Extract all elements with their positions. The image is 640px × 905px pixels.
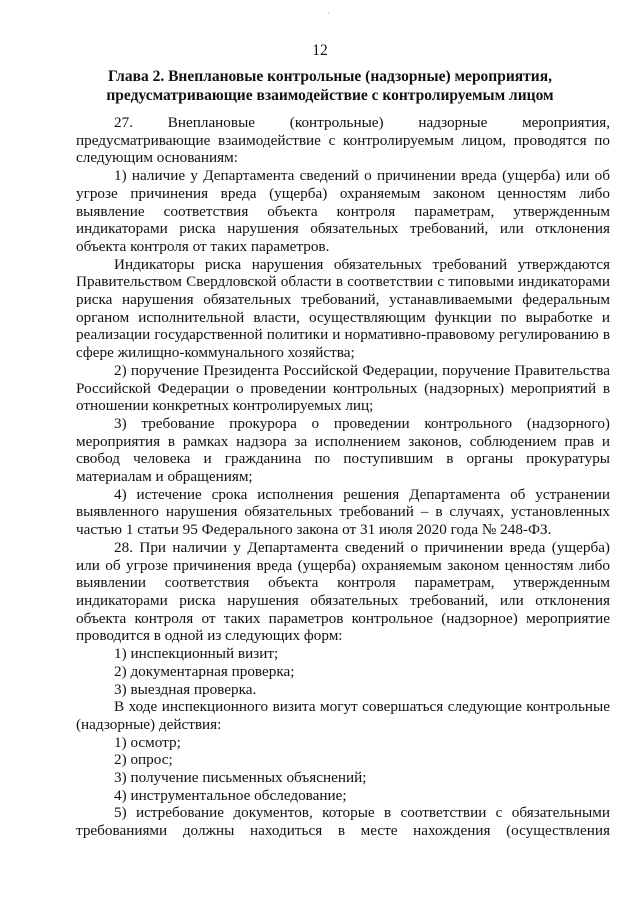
chapter-heading-line-2: предусматривающие взаимодействие с контролируемым лицом bbox=[106, 87, 554, 104]
paragraph-inspection-actions: В ходе инспекционного визита могут совершаться следующие контрольные (надзорные) действия: bbox=[76, 698, 610, 733]
paragraph-27-item-3: 3) требование прокурора о проведении контрольного (надзорного) мероприятия в рамках надзора за исполнением законов, соблюдением прав и свобод человека и гражданина по поступившим в органы прокуратуры материалам и обращениям; bbox=[76, 414, 610, 486]
list-item-field-check: 3) выездная проверка. bbox=[114, 680, 257, 698]
paragraph-27-item-4: 4) истечение срока исполнения решения Департамента об устранении выявленного нарушения обязательных требований – в случаях, установленных частью 1 статьи 95 Федерального закона от 31 июля 2020 года № 248-ФЗ. bbox=[76, 485, 610, 539]
paragraph-27-item-2: 2) поручение Президента Российской Федерации, поручение Правительства Российской Федерации о проведении контрольных (надзорных) мероприятий в отношении конкретных контролируемых лиц; bbox=[76, 361, 610, 415]
list-item-instrumental-survey: 4) инструментальное обследование; bbox=[114, 786, 347, 804]
page-number: 12 bbox=[312, 42, 328, 59]
list-item-written-explanations: 3) получение письменных объяснений; bbox=[114, 769, 367, 787]
chapter-heading-line-1: Глава 2. Внеплановые контрольные (надзорные) мероприятия, bbox=[108, 68, 552, 85]
chapter-heading bbox=[80, 67, 580, 105]
paragraph-27-item-1: 1) наличие у Департамента сведений о причинении вреда (ущерба) или об угрозе причинения вреда (ущерба) охраняемым законом ценностям либо выявление соответствия объекта контроля параметрам, утвержденным индикаторами риска нарушения обязательных требований, или отклонения объекта контроля от таких параметров. bbox=[76, 167, 610, 255]
list-item-document-check: 2) документарная проверка; bbox=[114, 662, 295, 680]
list-item-inspection-visit: 1) инспекционный визит; bbox=[114, 645, 279, 663]
list-item-examination: 1) осмотр; bbox=[114, 733, 181, 751]
list-item-interview: 2) опрос; bbox=[114, 751, 173, 769]
paragraph-28: 28. При наличии у Департамента сведений о причинении вреда (ущерба) или об угрозе причинения вреда (ущерба) охраняемым законом ценностям либо выявлении соответствия объекта контроля параметрам, утвержденным индикаторами риска нарушения обязательных требований, или отклонения объекта контроля от таких параметров контрольное (надзорное) мероприятие проводится в одной из следующих форм: bbox=[76, 538, 610, 645]
document-body bbox=[76, 114, 610, 840]
paragraph-risk-indicators: Индикаторы риска нарушения обязательных требований утверждаются Правительством Свердловской области в соответствии с типовыми индикаторами риска нарушения обязательных требований, устанавливаемыми федеральным органом исполнительной власти, осуществляющим функции по выработке и реализации государственной политики и нормативно-правовому регулированию в сфере жилищно-коммунального хозяйства; bbox=[76, 255, 610, 362]
paragraph-27: 27. Внеплановые (контрольные) надзорные мероприятия, предусматривающие взаимодействие с контролируемым лицом, проводятся по следующим основаниям: bbox=[76, 114, 610, 167]
scan-speck: · bbox=[327, 8, 330, 18]
list-item-document-request: 5) истребование документов, которые в соответствии с обязательными требованиями должны находиться в месте нахождения (осуществления bbox=[76, 804, 610, 840]
